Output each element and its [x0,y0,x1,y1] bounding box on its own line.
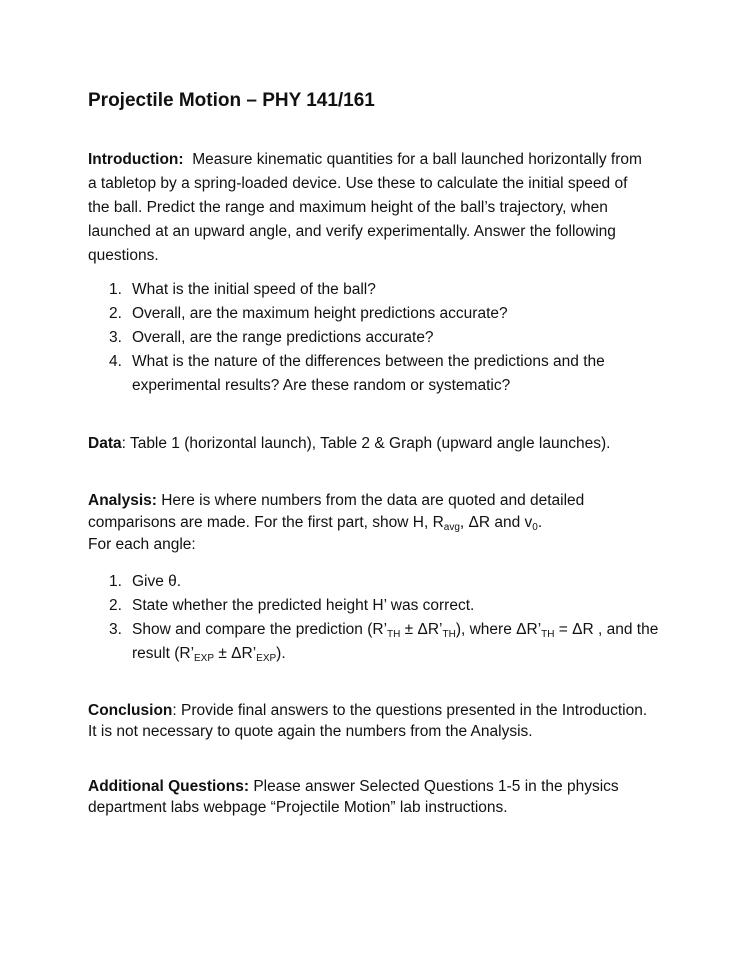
analysis-paragraph: Analysis: Here is where numbers from the data are quoted and detailed comparisons are made. For the first part, show H, $R_{avg}$, ΔR and $v_0$. For each angle: [88,492,585,553]
data-heading: Data [88,435,122,452]
introduction-heading: Introduction: [88,151,184,168]
data-section [88,432,678,456]
additional-questions-section: Additional Questions: Please answer Selected Questions 1-5 in the physics department labs webpage “Projectile Motion” lab instructions. [88,778,619,816]
list-item: 3. Overall, are the range predictions accurate? [109,329,434,346]
additional-questions-heading: Additional Questions: [88,778,250,795]
introduction-paragraph [88,148,678,268]
analysis-section [88,490,678,666]
introduction-text-line: a tabletop by a spring-loaded device. Use these to calculate the initial speed of [88,175,628,192]
introduction-text-line: launched at an upward angle, and verify experimentally. Answer the following [88,223,616,240]
list-item: 2. Overall, are the maximum height predictions accurate? [109,305,508,322]
list-item: 1. Give θ. [109,573,182,590]
introduction-text-line: Measure kinematic quantities for a ball launched horizontally from [192,151,642,168]
data-text: : Table 1 (horizontal launch), Table 2 & Graph (upward angle launches). [121,435,611,452]
conclusion-heading: Conclusion [88,702,173,719]
page-title: Projectile Motion – PHY 141/161 [88,90,375,111]
question-list [88,278,678,398]
document-page [88,88,678,818]
analysis-heading: Analysis: [88,492,157,509]
list-item: 1. What is the initial speed of the ball? [109,281,376,298]
introduction-section [88,148,678,398]
analysis-list [88,570,678,666]
list-item: 4. What is the nature of the differences between the predictions and the experimental results? Are these random or systematic? [109,353,605,394]
conclusion-section: Conclusion: Provide final answers to the questions presented in the Introduction. It is not necessary to quote again the numbers from the Analysis. [88,702,648,740]
list-item: 2. State whether the predicted height H’ was correct. [109,597,475,614]
introduction-text-line: questions. [88,247,159,264]
introduction-text-line: the ball. Predict the range and maximum height of the ball’s trajectory, when [88,199,608,216]
list-item: 3. Show and compare the prediction ($R’_{TH}$ ± $\Delta R’_{TH}$), where $\Delta R’_{TH} = \Delta R$ , and the result ($R’_{EXP}$ ± $\Delta R’_{EXP}$). [109,621,659,664]
